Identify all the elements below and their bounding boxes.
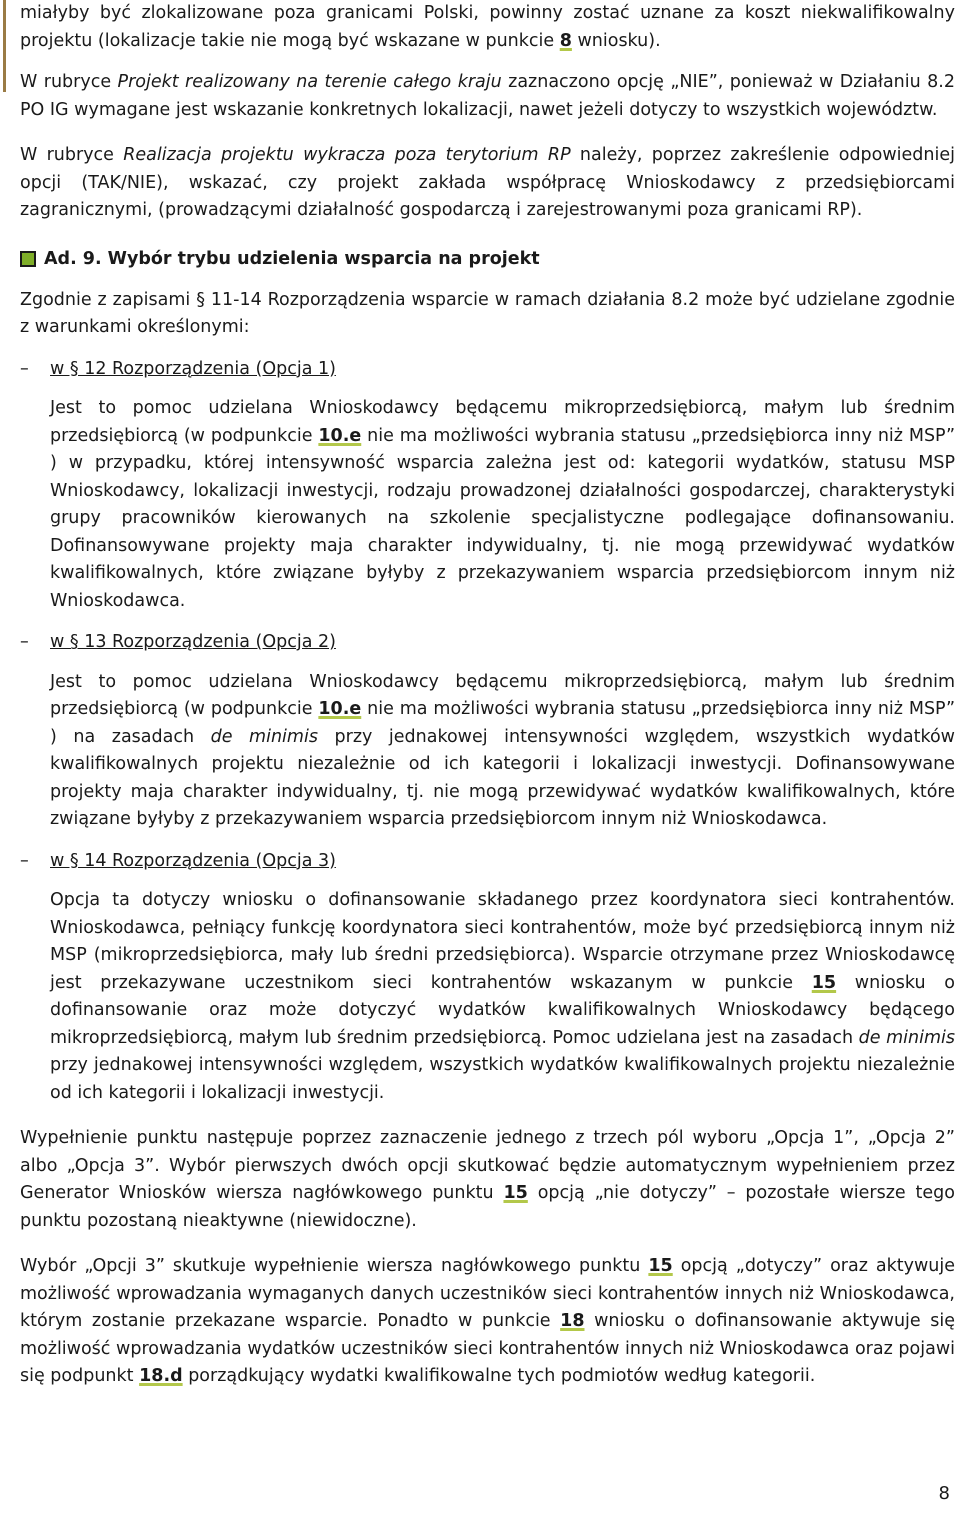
option-1-text: Jest to pomoc udzielana Wnioskodawcy będącemu mikroprzedsiębiorcą, małym lub średnim przedsiębiorcą (w podpunkcie 10.e nie ma możliwości wybrania statusu „przedsiębiorca inny niż MSP” ) w przypadku, której intensywność wsparcia zależna jest od: kategorii wydatków, statusu MSP Wnioskodawcy, lokalizacji inwestycji, rodzaju prowadzonej działalności gospodarczej, charakterystyki grupy pracowników kierowanych na szkolenie specjalistyczne podlegające dofinansowaniu. Dofinansowywane projekty maja charakter indywidualny, tj. nie mogą przewidywać wydatków kwalifikowalnych, które związane byłyby z przekazywaniem wsparcia przedsiębiorcom innym niż Wnioskodawca.	[50, 398, 956, 611]
margin-rule	[3, 0, 6, 92]
paragraph-option-3: Wybór „Opcji 3” skutkuje wypełnienie wiersza nagłówkowego punktu 15 opcją „dotyczy” oraz aktywuje możliwość wprowadzania wymaganych danych uczestników sieci kontrahentów innych niż Wnioskodawca, którym zostanie przekazane wsparcie. Ponadto w punkcie 18 wniosku o dofinansowanie aktywuje się możliwość wprowadzania wydatków uczestników sieci kontrahentów innych niż Wnioskodawca oraz pojawi się podpunkt 18.d porządkujący wydatki kwalifikowalne tych podmiotów według kategorii.	[20, 1256, 955, 1386]
section-number: Ad. 9.	[44, 248, 102, 269]
ref-point-15[interactable]: 15	[648, 1256, 673, 1276]
dash-bullet: –	[20, 358, 29, 379]
option-2-item	[20, 629, 955, 657]
ref-point-18[interactable]: 18	[560, 1311, 585, 1331]
paragraph-whole-country: W rubryce Projekt realizowany na terenie całego kraju zaznaczono opcję „NIE”, ponieważ w Działaniu 8.2 PO IG wymagane jest wskazanie konkretnych lokalizacji, nawet jeżeli dotyczy to wszystkich województw.	[20, 72, 955, 120]
paragraph-outside-territory: W rubryce Realizacja projektu wykracza poza terytorium RP należy, poprzez zakreślenie odpowiedniej opcji (TAK/NIE), wskazać, czy projekt zakłada współpracę Wnioskodawcy z przedsiębiorcami zagranicznymi, (prowadzącymi działalność gospodarczą i zarejestrowanymi poza granicami RP).	[20, 145, 955, 220]
option-1-title[interactable]: w § 12 Rozporządzenia (Opcja 1)	[50, 358, 336, 379]
paragraph-location-note: miałyby być zlokalizowane poza granicami Polski, powinny zostać uznane za koszt niekwalifikowalny projektu (lokalizacje takie nie mogą być wskazane w punkcie 8 wniosku).	[20, 3, 955, 51]
dash-bullet: –	[20, 632, 29, 652]
section-title: Wybór trybu udzielenia wsparcia na projekt	[107, 248, 540, 269]
ref-point-10e[interactable]: 10.e	[318, 699, 362, 719]
ref-point-18d[interactable]: 18.d	[139, 1366, 183, 1386]
option-3-text: Opcja ta dotyczy wniosku o dofinansowanie składanego przez koordynatora sieci kontrahentów. Wnioskodawca, pełniący funkcję koordynatora sieci kontrahentów, może być przedsiębiorcą innym niż MSP (mikroprzedsiębiorca, mały lub średni przedsiębiorca). Wsparcie otrzymane przez Wnioskodawcę jest przekazywane uczestnikom sieci kontrahentów wskazanym w punkcie 15 wniosku o dofinansowanie oraz może dotyczyć wydatków kwalifikowalnych Wnioskodawcy będącego mikroprzedsiębiorcą, małym lub średnim przedsiębiorcą. Pomoc udzielana jest na zasadach de minimis przy jednakowej intensywności względem, wszystkich wydatków kwalifikowalnych projektu niezależnie od ich kategorii i lokalizacji inwestycji.	[50, 890, 956, 1103]
option-2-title[interactable]: w § 13 Rozporządzenia (Opcja 2)	[50, 632, 336, 652]
option-3-title[interactable]: w § 14 Rozporządzenia (Opcja 3)	[50, 850, 336, 871]
ref-point-15[interactable]: 15	[503, 1183, 528, 1203]
option-1-item	[20, 356, 955, 384]
option-2-text: Jest to pomoc udzielana Wnioskodawcy będącemu mikroprzedsiębiorcą, małym lub średnim przedsiębiorcą (w podpunkcie 10.e nie ma możliwości wybrania statusu „przedsiębiorca inny niż MSP” ) na zasadach de minimis przy jednakowej intensywności względem, wszystkich wydatków kwalifikowalnych projektu niezależnie od ich kategorii i lokalizacji inwestycji. Dofinansowywane projekty maja charakter indywidualny, tj. nie mogą przewidywać wydatków kwalifikowalnych, które związane byłyby z przekazywaniem wsparcia przedsiębiorcom innym niż Wnioskodawca.	[50, 671, 956, 829]
dash-bullet: –	[20, 850, 29, 871]
paragraph-filling: Wypełnienie punktu następuje poprzez zaznaczenie jednego z trzech pól wyboru „Opcja 1”, „Opcja 2” albo „Opcja 3”. Wybór pierwszych dwóch opcji skutkować będzie automatycznym wypełnieniem przez Generator Wniosków wiersza nagłówkowego punktu 15 opcją „nie dotyczy” – pozostałe wiersze tego punktu pozostaną nieaktywne (niewidoczne).	[20, 1128, 955, 1231]
option-3-item	[20, 848, 955, 876]
ref-point-10e[interactable]: 10.e	[318, 425, 362, 446]
section-heading	[20, 245, 955, 273]
page-number: 8	[938, 1483, 950, 1504]
paragraph-intro: Zgodnie z zapisami § 11-14 Rozporządzenia wsparcie w ramach działania 8.2 może być udzielane zgodnie z warunkami określonymi:	[20, 289, 955, 337]
ref-point-15[interactable]: 15	[811, 972, 837, 993]
document-page	[20, 0, 955, 1391]
ref-point-8[interactable]: 8	[559, 30, 572, 51]
green-square-icon	[20, 251, 36, 267]
